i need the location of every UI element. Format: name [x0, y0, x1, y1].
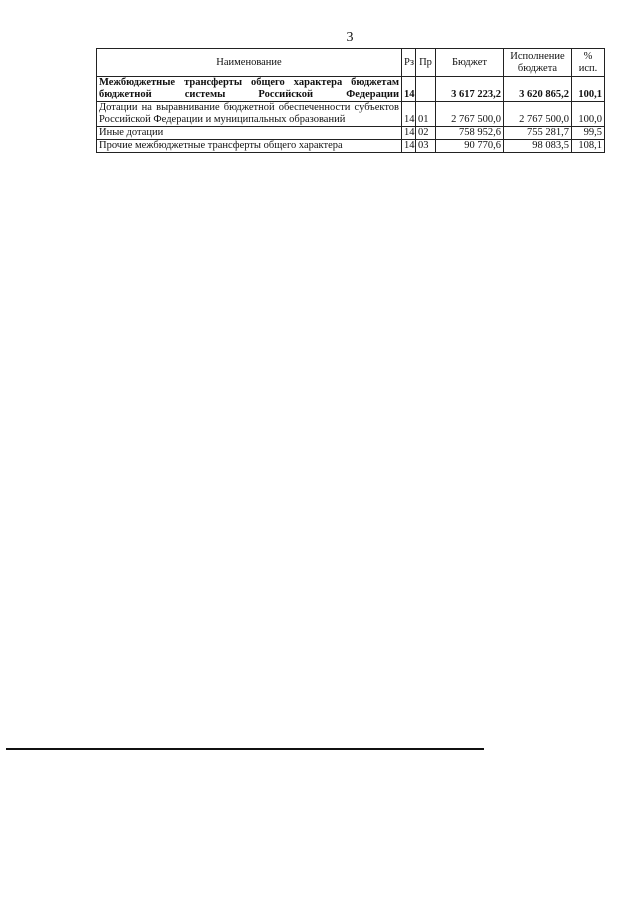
- table-row: [97, 140, 605, 153]
- table-row: [97, 77, 605, 102]
- row-rz: 14: [402, 102, 416, 127]
- table-header-row: [97, 49, 605, 77]
- table-row: [97, 102, 605, 127]
- row-budget: 758 952,6: [436, 127, 504, 140]
- row-name: Межбюджетные трансферты общего характера бюджетам бюджетной системы Российской Федерации: [97, 77, 402, 102]
- table-row: [97, 127, 605, 140]
- header-execution: Исполнение бюджета: [504, 49, 572, 77]
- row-rz: 14: [402, 127, 416, 140]
- row-pr: 03: [416, 140, 436, 153]
- page-number: 3: [346, 30, 354, 45]
- row-rz: 14: [402, 77, 416, 102]
- row-execution: 3 620 865,2: [504, 77, 572, 102]
- row-pr: 01: [416, 102, 436, 127]
- row-execution: 755 281,7: [504, 127, 572, 140]
- row-budget: 90 770,6: [436, 140, 504, 153]
- footer-divider: [6, 748, 484, 750]
- row-budget: 2 767 500,0: [436, 102, 504, 127]
- header-budget: Бюджет: [436, 49, 504, 77]
- header-pr: Пр: [416, 49, 436, 77]
- row-name: Прочие межбюджетные трансферты общего характера: [97, 140, 402, 153]
- row-budget: 3 617 223,2: [436, 77, 504, 102]
- row-percent: 108,1: [572, 140, 605, 153]
- row-percent: 100,1: [572, 77, 605, 102]
- row-name: Иные дотации: [97, 127, 402, 140]
- row-execution: 2 767 500,0: [504, 102, 572, 127]
- row-execution: 98 083,5: [504, 140, 572, 153]
- header-percent: % исп.: [572, 49, 605, 77]
- header-name: Наименование: [97, 49, 402, 77]
- row-pr: 02: [416, 127, 436, 140]
- row-percent: 100,0: [572, 102, 605, 127]
- row-name: Дотации на выравнивание бюджетной обеспеченности субъектов Российской Федерации и муниципальных образований: [97, 102, 402, 127]
- row-percent: 99,5: [572, 127, 605, 140]
- row-rz: 14: [402, 140, 416, 153]
- budget-table: [96, 48, 605, 153]
- row-pr: [416, 77, 436, 102]
- header-rz: Рз: [402, 49, 416, 77]
